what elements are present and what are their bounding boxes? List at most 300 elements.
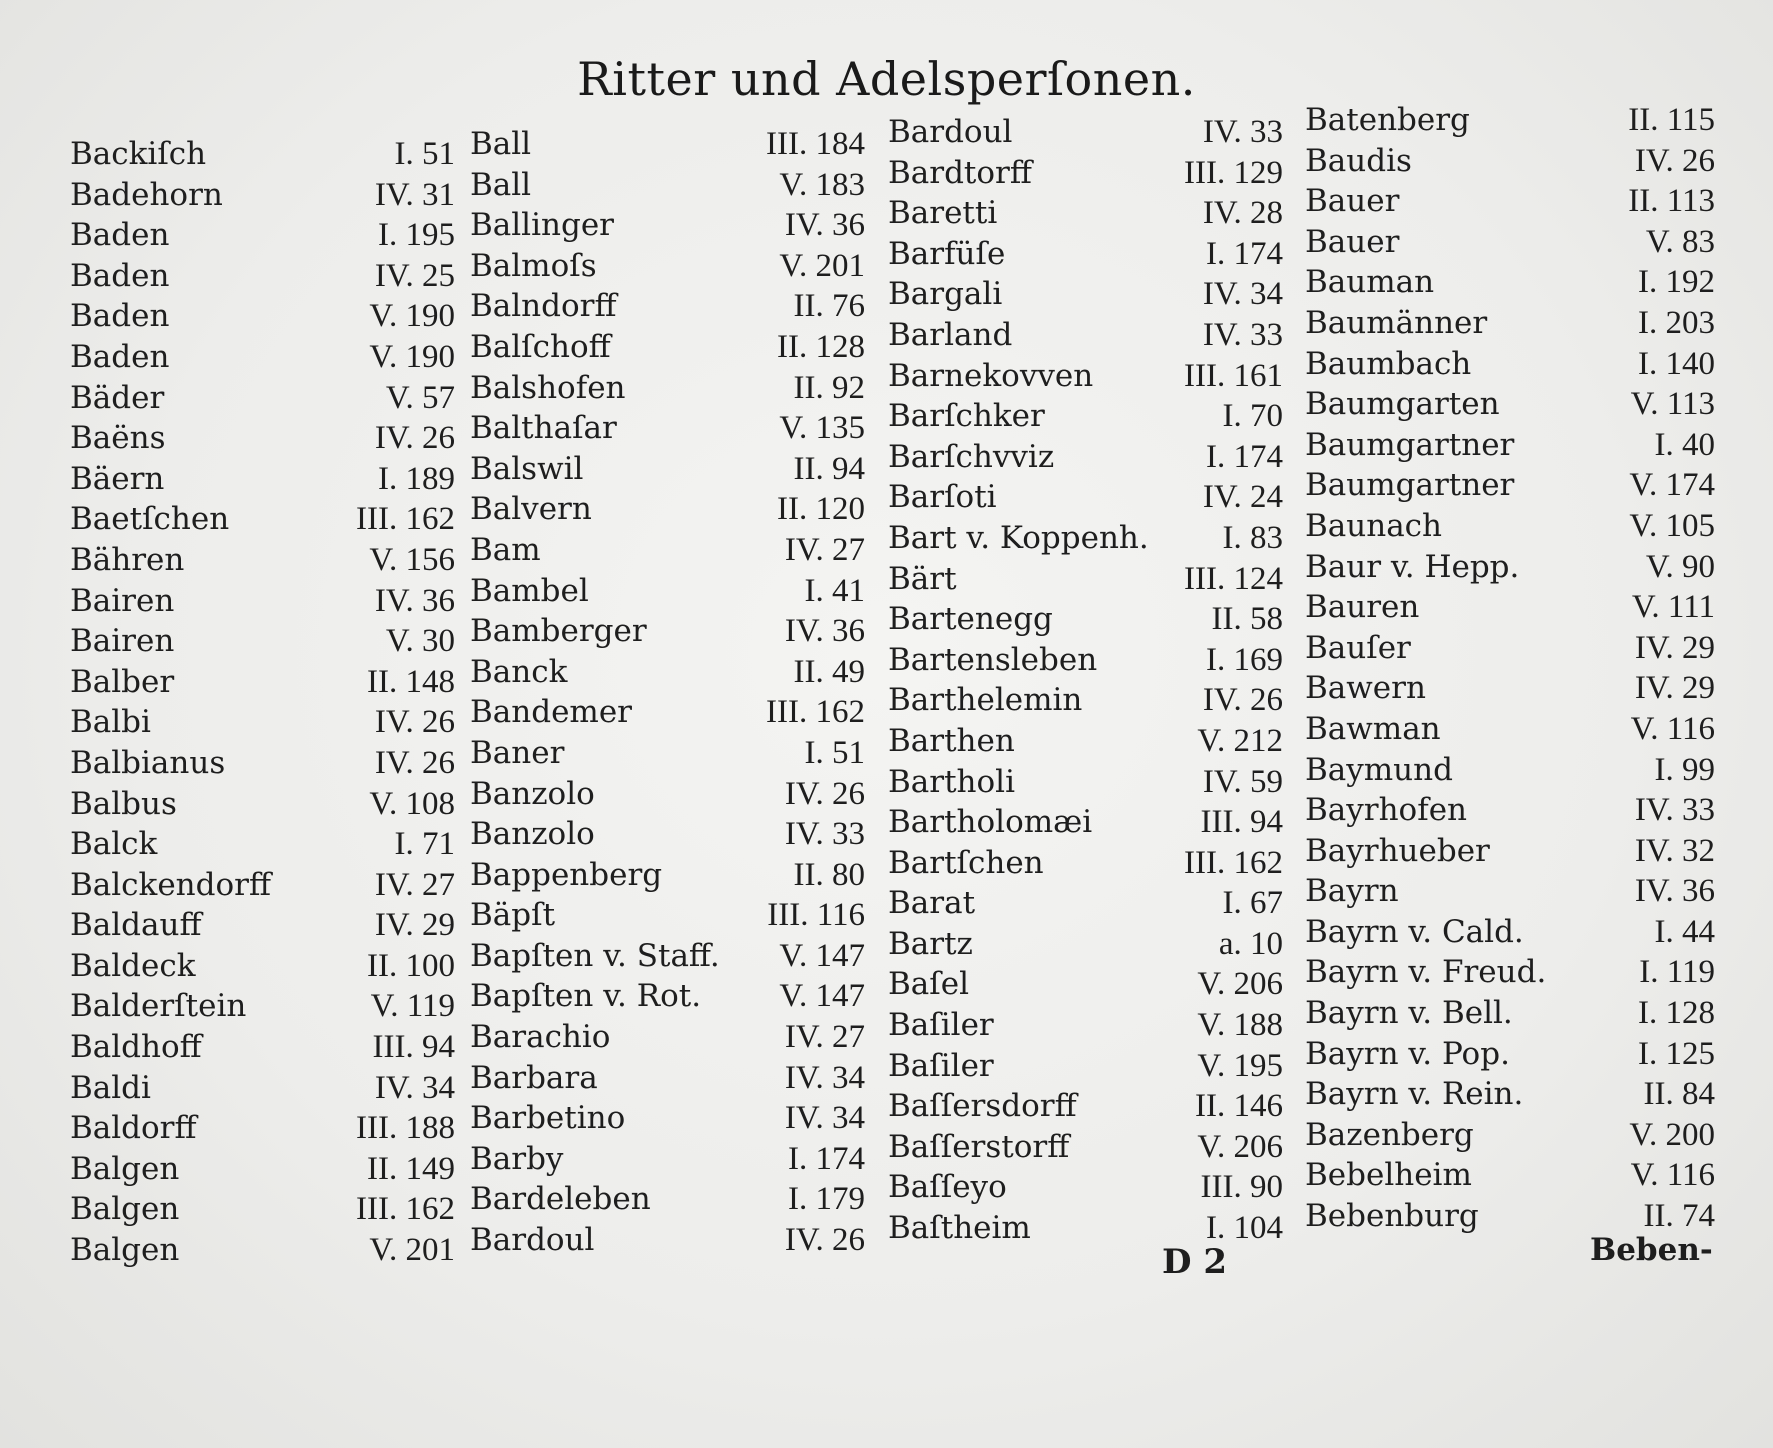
entry-name: Bappenberg <box>470 856 663 893</box>
entry-reference: III. 162 <box>1184 844 1283 881</box>
entry-name: Baudis <box>1305 142 1412 179</box>
entry-name: Bawman <box>1305 710 1441 747</box>
entry-name: Baden <box>70 338 170 375</box>
entry-name: Baldhoff <box>70 1029 202 1066</box>
entry-reference: II. 94 <box>793 450 865 487</box>
entry-reference: I. 119 <box>1639 954 1715 991</box>
index-entry <box>888 924 1283 965</box>
index-entry <box>470 246 865 287</box>
entry-reference: V. 195 <box>1197 1047 1283 1084</box>
index-entry <box>888 640 1283 681</box>
index-entry <box>888 437 1283 478</box>
index-entry <box>888 599 1283 640</box>
entry-reference: V. 156 <box>369 541 455 578</box>
entry-reference: IV. 24 <box>1202 479 1283 516</box>
entry-name: Bauſer <box>1305 629 1411 666</box>
entry-reference: V. 105 <box>1629 507 1715 544</box>
entry-name: Bebenburg <box>1305 1198 1479 1235</box>
entry-reference: V. 30 <box>385 623 455 660</box>
index-entry <box>70 540 455 581</box>
entry-name: Bardtorff <box>888 154 1032 191</box>
entry-name: Baſiler <box>888 1007 994 1044</box>
index-entry <box>1305 831 1715 872</box>
index-entry <box>888 1046 1283 1087</box>
entry-reference: V. 183 <box>779 166 865 203</box>
index-entry <box>70 581 455 622</box>
index-entry <box>70 337 455 378</box>
entry-reference: II. 76 <box>793 288 865 325</box>
entry-name: Baumänner <box>1305 304 1488 341</box>
entry-name: Bam <box>470 531 541 568</box>
entry-name: Bayrn v. Cald. <box>1305 913 1524 950</box>
index-entry <box>1305 790 1715 831</box>
entry-name: Balſchoff <box>470 328 611 365</box>
index-entry <box>70 824 455 865</box>
entry-name: Balbi <box>70 704 151 741</box>
entry-reference: I. 203 <box>1638 304 1715 341</box>
index-column-4 <box>1305 100 1715 1237</box>
entry-name: Baldi <box>70 1069 151 1106</box>
entry-reference: V. 113 <box>1630 386 1715 423</box>
entry-name: Bartholi <box>888 763 1015 800</box>
entry-name: Baden <box>70 298 170 335</box>
entry-reference: IV. 26 <box>1202 682 1283 719</box>
index-entry <box>470 489 865 530</box>
entry-reference: I. 195 <box>378 217 455 254</box>
entry-reference: IV. 34 <box>784 1100 865 1137</box>
index-entry <box>470 733 865 774</box>
entry-reference: IV. 33 <box>1634 792 1715 829</box>
entry-reference: IV. 33 <box>784 816 865 853</box>
entry-reference: II. 148 <box>367 663 455 700</box>
entry-reference: V. 206 <box>1197 966 1283 1003</box>
entry-name: Bauman <box>1305 264 1435 301</box>
index-entry <box>1305 871 1715 912</box>
entry-name: Banzolo <box>470 775 595 812</box>
entry-name: Baſſeyo <box>888 1169 1007 1206</box>
entry-reference: V. 147 <box>779 978 865 1015</box>
entry-reference: I. 174 <box>788 1140 865 1177</box>
entry-reference: IV. 36 <box>784 207 865 244</box>
index-entry <box>470 124 865 165</box>
entry-name: Banzolo <box>470 816 595 853</box>
entry-name: Baymund <box>1305 751 1453 788</box>
entry-name: Barland <box>888 316 1013 353</box>
entry-name: Barat <box>888 885 976 922</box>
entry-reference: V. 201 <box>369 1232 455 1269</box>
index-entry <box>70 1027 455 1068</box>
index-entry <box>1305 993 1715 1034</box>
index-entry <box>1305 384 1715 425</box>
entry-name: Banck <box>470 653 568 690</box>
index-entry <box>470 205 865 246</box>
entry-reference: V. 108 <box>369 785 455 822</box>
entry-name: Baſel <box>888 966 969 1003</box>
entry-name: Balderſtein <box>70 988 247 1025</box>
entry-name: Ball <box>470 126 532 162</box>
entry-name: Bartz <box>888 925 973 962</box>
index-entry <box>1305 303 1715 344</box>
index-entry <box>888 843 1283 884</box>
entry-name: Bartholomæi <box>888 804 1093 841</box>
index-entry <box>70 1189 455 1230</box>
index-entry <box>70 418 455 459</box>
entry-name: Balgen <box>70 1232 180 1269</box>
entry-name: Bardoul <box>888 114 1013 150</box>
index-entry <box>470 774 865 815</box>
index-entry <box>470 895 865 936</box>
index-entry <box>470 611 865 652</box>
entry-reference: III. 94 <box>372 1029 455 1066</box>
entry-name: Barfüſe <box>888 235 1006 272</box>
entry-name: Balthaſar <box>470 410 617 447</box>
index-entry <box>1305 952 1715 993</box>
index-entry <box>1305 547 1715 588</box>
index-entry <box>888 356 1283 397</box>
entry-reference: V. 188 <box>1197 1007 1283 1044</box>
index-entry <box>470 286 865 327</box>
entry-reference: III. 90 <box>1200 1169 1283 1206</box>
entry-name: Baſſerstorff <box>888 1128 1070 1165</box>
entry-reference: I. 140 <box>1638 345 1715 382</box>
entry-reference: I. 104 <box>1206 1210 1283 1247</box>
entry-reference: IV. 27 <box>374 866 455 903</box>
entry-name: Balck <box>70 826 158 863</box>
index-entry <box>70 175 455 216</box>
entry-reference: V. 90 <box>1645 548 1715 585</box>
entry-name: Barbara <box>470 1059 598 1096</box>
entry-reference: IV. 29 <box>1634 670 1715 707</box>
index-entry <box>70 621 455 662</box>
entry-reference: II. 149 <box>367 1150 455 1187</box>
index-entry <box>888 1127 1283 1168</box>
index-entry <box>1305 262 1715 303</box>
index-entry <box>1305 181 1715 222</box>
index-entry <box>1305 1074 1715 1115</box>
entry-name: Balber <box>70 663 175 700</box>
entry-reference: II. 100 <box>367 947 455 984</box>
entry-reference: IV. 33 <box>1202 316 1283 353</box>
entry-name: Baner <box>470 734 565 771</box>
entry-name: Balswil <box>470 450 584 487</box>
index-entry <box>70 662 455 703</box>
entry-reference: II. 120 <box>777 491 865 528</box>
entry-reference: IV. 59 <box>1202 763 1283 800</box>
index-entry <box>888 762 1283 803</box>
entry-reference: IV. 34 <box>1202 276 1283 313</box>
entry-reference: III. 162 <box>766 694 865 731</box>
index-entry <box>70 946 455 987</box>
index-entry <box>1305 1196 1715 1237</box>
index-column-3 <box>888 112 1283 1249</box>
entry-name: Baretti <box>888 195 998 232</box>
entry-name: Bartenegg <box>888 601 1053 638</box>
entry-name: Bayrn v. Freud. <box>1305 954 1547 991</box>
index-entry <box>888 1005 1283 1046</box>
index-column-2 <box>470 124 865 1261</box>
entry-reference: IV. 34 <box>784 1059 865 1096</box>
entry-name: Bebelheim <box>1305 1157 1472 1194</box>
index-entry <box>470 855 865 896</box>
entry-reference: I. 51 <box>804 734 865 771</box>
entry-name: Bart v. Koppenh. <box>888 519 1149 556</box>
entry-reference: V. 119 <box>370 988 455 1025</box>
entry-reference: II. 58 <box>1211 601 1283 638</box>
entry-reference: I. 83 <box>1222 519 1283 556</box>
entry-name: Bardeleben <box>470 1181 651 1218</box>
entry-reference: I. 44 <box>1654 913 1715 950</box>
index-entry <box>888 1167 1283 1208</box>
index-entry <box>888 518 1283 559</box>
entry-reference: I. 128 <box>1638 995 1715 1032</box>
entry-name: Balgen <box>70 1150 180 1187</box>
index-entry <box>888 883 1283 924</box>
entry-reference: IV. 25 <box>374 257 455 294</box>
entry-name: Balvern <box>470 491 592 528</box>
entry-name: Barby <box>470 1140 564 1177</box>
index-entry <box>70 1230 455 1271</box>
entry-reference: III. 162 <box>356 501 455 538</box>
index-entry <box>888 193 1283 234</box>
entry-name: Bandemer <box>470 694 632 731</box>
entry-name: Bapſten v. Staff. <box>470 937 720 974</box>
entry-name: Bauren <box>1305 589 1420 626</box>
index-entry <box>70 1149 455 1190</box>
entry-name: Balndorff <box>470 288 617 325</box>
entry-reference: IV. 26 <box>784 775 865 812</box>
entry-name: Barachio <box>470 1019 611 1056</box>
index-entry <box>470 449 865 490</box>
entry-reference: I. 71 <box>394 826 455 863</box>
entry-name: Bayrhofen <box>1305 792 1468 829</box>
entry-reference: II. 113 <box>1628 183 1715 220</box>
index-entry <box>470 327 865 368</box>
entry-name: Bapſten v. Rot. <box>470 978 702 1015</box>
entry-name: Baldorff <box>70 1110 197 1147</box>
entry-name: Baumgartner <box>1305 426 1515 463</box>
entry-name: Bayrhueber <box>1305 832 1490 869</box>
index-entry <box>1305 587 1715 628</box>
entry-name: Ballinger <box>470 207 614 244</box>
entry-name: Backiſch <box>70 136 207 172</box>
index-entry <box>70 1068 455 1109</box>
entry-reference: III. 124 <box>1184 560 1283 597</box>
index-entry <box>470 1220 865 1261</box>
entry-reference: II. 80 <box>793 856 865 893</box>
index-entry <box>470 1098 865 1139</box>
entry-reference: IV. 29 <box>374 907 455 944</box>
index-entry <box>70 1108 455 1149</box>
index-entry <box>470 1017 865 1058</box>
entry-reference: IV. 33 <box>1202 114 1283 150</box>
entry-name: Balckendorff <box>70 866 271 903</box>
entry-reference: IV. 36 <box>1634 873 1715 910</box>
entry-reference: IV. 32 <box>1634 832 1715 869</box>
entry-name: Barſoti <box>888 479 997 516</box>
entry-name: Baumbach <box>1305 345 1472 382</box>
index-entry <box>1305 425 1715 466</box>
entry-reference: V. 111 <box>1631 589 1715 626</box>
entry-reference: IV. 27 <box>784 1019 865 1056</box>
entry-reference: V. 83 <box>1645 223 1715 260</box>
index-entry <box>1305 709 1715 750</box>
entry-reference: III. 184 <box>766 126 865 162</box>
entry-name: Bawern <box>1305 670 1426 707</box>
index-entry <box>70 499 455 540</box>
index-entry <box>888 396 1283 437</box>
entry-reference: I. 192 <box>1638 264 1715 301</box>
entry-name: Baſſersdorff <box>888 1088 1077 1125</box>
entry-name: Barſchker <box>888 398 1045 435</box>
index-entry <box>470 408 865 449</box>
entry-reference: II. 146 <box>1195 1088 1283 1125</box>
entry-name: Bairen <box>70 582 175 619</box>
entry-name: Bargali <box>888 276 1003 313</box>
entry-reference: I. 67 <box>1222 885 1283 922</box>
index-entry <box>70 702 455 743</box>
index-entry <box>1305 668 1715 709</box>
entry-name: Bayrn v. Rein. <box>1305 1076 1524 1113</box>
entry-reference: IV. 27 <box>784 531 865 568</box>
entry-name: Barnekovven <box>888 357 1094 394</box>
entry-name: Bayrn v. Bell. <box>1305 995 1513 1032</box>
index-entry <box>1305 506 1715 547</box>
entry-reference: I. 174 <box>1206 235 1283 272</box>
entry-reference: I. 40 <box>1654 426 1715 463</box>
entry-reference: III. 161 <box>1184 357 1283 394</box>
entry-reference: V. 57 <box>385 379 455 416</box>
entry-name: Badehorn <box>70 176 223 213</box>
entry-name: Baur v. Hepp. <box>1305 548 1520 585</box>
entry-reference: IV. 26 <box>1634 142 1715 179</box>
index-entry <box>470 976 865 1017</box>
index-entry <box>70 784 455 825</box>
entry-reference: IV. 28 <box>1202 195 1283 232</box>
index-entry <box>888 680 1283 721</box>
entry-name: Baden <box>70 257 170 294</box>
entry-name: Bäern <box>70 460 165 497</box>
index-entry <box>888 964 1283 1005</box>
entry-name: Bayrn v. Pop. <box>1305 1035 1510 1072</box>
entry-reference: IV. 34 <box>374 1069 455 1106</box>
entry-reference: V. 135 <box>779 410 865 447</box>
index-entry <box>70 256 455 297</box>
index-entry <box>470 165 865 206</box>
entry-name: Bayrn <box>1305 873 1399 910</box>
entry-reference: II. 49 <box>793 653 865 690</box>
entry-name: Batenberg <box>1305 102 1470 138</box>
entry-reference: II. 115 <box>1628 102 1715 138</box>
entry-reference: IV. 36 <box>784 613 865 650</box>
index-entry <box>70 378 455 419</box>
entry-reference: I. 125 <box>1638 1035 1715 1072</box>
entry-reference: V. 174 <box>1629 467 1715 504</box>
index-entry <box>1305 141 1715 182</box>
index-entry <box>70 865 455 906</box>
catchword: Beben- <box>1590 1232 1713 1268</box>
entry-name: Baumgartner <box>1305 467 1515 504</box>
page-title: Ritter und Adelsperſonen. <box>577 52 1196 106</box>
signature-mark: D 2 <box>1162 1242 1227 1282</box>
entry-reference: I. 189 <box>378 460 455 497</box>
index-entry <box>1305 912 1715 953</box>
index-entry <box>470 1139 865 1180</box>
entry-reference: I. 41 <box>804 572 865 609</box>
entry-name: Baunach <box>1305 507 1443 544</box>
entry-reference: V. 201 <box>779 247 865 284</box>
entry-name: Balmoſs <box>470 247 597 284</box>
entry-name: Bairen <box>70 623 175 660</box>
entry-reference: IV. 26 <box>784 1222 865 1259</box>
entry-reference: III. 129 <box>1184 154 1283 191</box>
entry-name: Baldauff <box>70 907 202 944</box>
index-entry <box>70 905 455 946</box>
entry-reference: II. 84 <box>1643 1076 1715 1113</box>
index-entry <box>888 1086 1283 1127</box>
entry-reference: I. 51 <box>394 136 455 172</box>
entry-reference: V. 116 <box>1630 710 1715 747</box>
entry-reference: I. 174 <box>1206 438 1283 475</box>
entry-name: Barſchvviz <box>888 438 1055 475</box>
index-entry <box>1305 1115 1715 1156</box>
index-entry <box>888 802 1283 843</box>
entry-name: Bauer <box>1305 223 1400 260</box>
index-entry <box>1305 344 1715 385</box>
entry-name: Barbetino <box>470 1100 626 1137</box>
entry-reference: I. 179 <box>788 1181 865 1218</box>
entry-name: Bardoul <box>470 1222 595 1259</box>
entry-reference: V. 200 <box>1629 1116 1715 1153</box>
entry-reference: I. 99 <box>1654 751 1715 788</box>
entry-name: Barthen <box>888 722 1015 759</box>
entry-name: Bäpſt <box>470 897 556 934</box>
entry-name: Bäder <box>70 379 165 416</box>
index-entry <box>888 477 1283 518</box>
index-entry <box>470 1179 865 1220</box>
entry-name: Bauer <box>1305 183 1400 220</box>
entry-name: Baëns <box>70 420 166 457</box>
entry-reference: I. 169 <box>1206 641 1283 678</box>
index-entry <box>70 215 455 256</box>
entry-reference: IV. 26 <box>374 420 455 457</box>
entry-name: Balgen <box>70 1191 180 1228</box>
index-entry <box>1305 628 1715 669</box>
entry-reference: III. 116 <box>767 897 865 934</box>
entry-name: Balbianus <box>70 744 226 781</box>
index-entry <box>888 234 1283 275</box>
entry-reference: IV. 26 <box>374 744 455 781</box>
entry-name: Baſiler <box>888 1047 994 1084</box>
index-entry <box>470 1058 865 1099</box>
index-entry <box>1305 1034 1715 1075</box>
index-entry <box>470 814 865 855</box>
entry-name: Baſtheim <box>888 1210 1031 1247</box>
entry-reference: II. 74 <box>1643 1198 1715 1235</box>
index-entry <box>1305 750 1715 791</box>
entry-name: Bartensleben <box>888 641 1098 678</box>
index-entry <box>1305 1155 1715 1196</box>
index-entry <box>470 936 865 977</box>
entry-name: Bazenberg <box>1305 1116 1474 1153</box>
entry-reference: V. 147 <box>779 937 865 974</box>
entry-name: Baumgarten <box>1305 386 1500 423</box>
index-entry <box>888 315 1283 356</box>
index-entry <box>888 112 1283 153</box>
entry-name: Bartſchen <box>888 844 1044 881</box>
index-entry <box>470 368 865 409</box>
entry-reference: IV. 36 <box>374 582 455 619</box>
entry-reference: II. 92 <box>793 369 865 406</box>
